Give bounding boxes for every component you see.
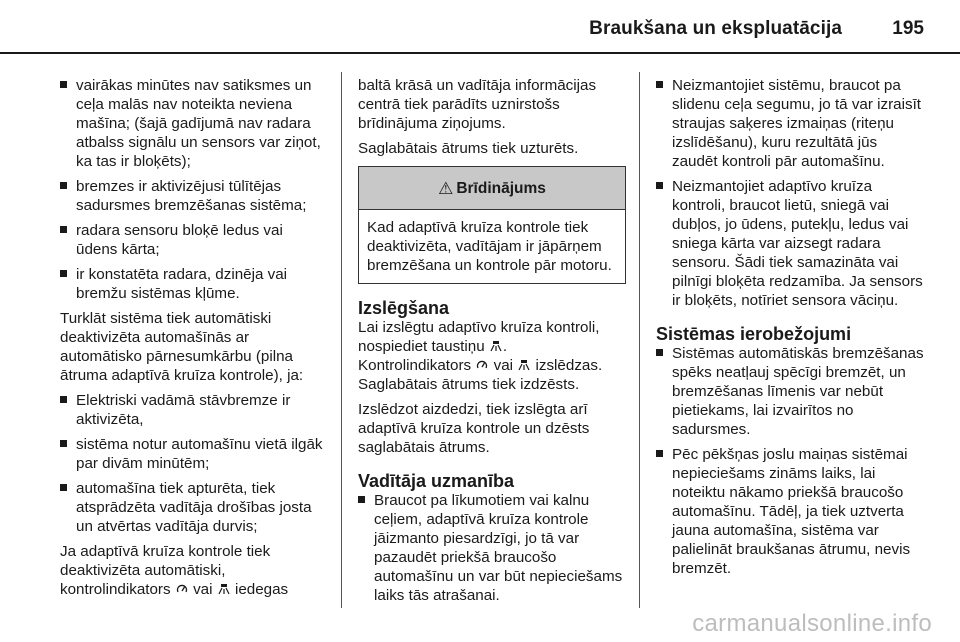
bullet-square-icon	[60, 440, 67, 447]
list-item: radara sensoru bloķē ledus vai ūdens kārta;	[60, 221, 328, 259]
paragraph: Izslēdzot aizdedzi, tiek izslēgta arī adaptīvā kruīza kontrole un dzēsts saglabātais ātrums.	[358, 401, 590, 456]
bullet-square-icon	[60, 226, 67, 233]
column-3	[656, 76, 924, 584]
cruise-cancel-button-icon	[490, 340, 502, 352]
bullet-square-icon	[60, 484, 67, 491]
section-heading: Sistēmas ierobežojumi	[656, 324, 852, 344]
list-item: vairākas minūtes nav satiksmes un ceļa malās nav noteikta neviena mašīna; (šajā gadījumā nav radara atbalss signālu un sensors var ziņot, ka tas ir bloķēts);	[60, 76, 328, 171]
section-heading: Izslēgšana	[358, 298, 450, 318]
paragraph: Saglabātais ātrums tiek uzturēts.	[358, 140, 579, 157]
cruise-control-indicator-icon	[476, 359, 488, 371]
list-item: Neizmantojiet sistēmu, braucot pa slidenu ceļa segumu, jo tā var izraisīt straujas saķeres izmaiņas (riteņu izslīdēšanu), kuru rezultātā jūs zaudēt kontroli pār automašīnu.	[656, 76, 924, 171]
paragraph: Ja adaptīvā kruīza kontrole tiek deaktivizēta automātiski, kontrolindikators vai iedegas	[60, 543, 289, 598]
bullet-square-icon	[656, 182, 663, 189]
bullet-square-icon	[60, 396, 67, 403]
adaptive-cruise-indicator-icon	[518, 359, 530, 371]
paragraph: Turklāt sistēma tiek automātiski deaktivizēta automašīnās ar automātisko pārnesumkārbu (pilna ātruma adaptīvā kruīza kontrole), ja:	[60, 310, 304, 384]
watermark: carmanualsonline.info	[692, 610, 932, 637]
bullet-square-icon	[60, 270, 67, 277]
page-header	[0, 0, 960, 52]
column-1	[60, 76, 328, 605]
page-number: 195	[892, 18, 924, 39]
list-item: Braucot pa līkumotiem vai kalnu ceļiem, adaptīvā kruīza kontrole jāizmanto piesardzīgi, jo tā var pazaudēt priekšā braucošo automašīnu un var būt nepieciešams laiks tās atrašanai.	[358, 491, 626, 605]
list-item: Sistēmas automātiskās bremzēšanas spēks neatļauj spēcīgi bremzēt, un bremzēšanas līmenis var nebūt pietiekams, lai izvairītos no sadursmes.	[656, 344, 924, 439]
bullet-square-icon	[656, 349, 663, 356]
warning-body: Kad adaptīvā kruīza kontrole tiek deaktivizēta, vadītājam ir jāpārņem bremzēšana un kontrole pār motoru.	[367, 219, 612, 274]
paragraph: Kontrolindikators vai izslēdzas. Saglabātais ātrums tiek izdzēsts.	[358, 357, 603, 393]
header-divider	[0, 52, 960, 54]
list-item: ir konstatēta radara, dzinēja vai bremžu sistēmas kļūme.	[60, 265, 328, 303]
paragraph: baltā krāsā un vadītāja informācijas centrā tiek parādīts uznirstošs brīdinājuma ziņojums.	[358, 77, 597, 132]
warning-box	[358, 166, 626, 284]
bullet-square-icon	[656, 81, 663, 88]
bullet-square-icon	[60, 182, 67, 189]
paragraph: Lai izslēgtu adaptīvo kruīza kontroli, nospiediet taustiņu .	[358, 319, 600, 355]
bullet-square-icon	[60, 81, 67, 88]
warning-triangle-icon: ⚠	[438, 178, 454, 198]
list-item: sistēma notur automašīnu vietā ilgāk par divām minūtēm;	[60, 435, 328, 473]
list-item: Pēc pēkšņas joslu maiņas sistēmai nepieciešams zināms laiks, lai noteiktu nākamo priekšā braucošo automašīnu. Tādēļ, ja tiek uztverta jauna automašīna, sistēma var palielināt braukšanas ātrumu, nevis bremzēt.	[656, 445, 924, 578]
list-item: Neizmantojiet adaptīvo kruīza kontroli, braucot lietū, sniegā vai dubļos, jo ūdens, putekļu, ledus vai sniega kārta var aizsegt radara sensoru. Šādi tiek samazināta vai pilnīgi bloķēta redzamība. Ja sensors ir bloķēts, notīriet sensora vāciņu.	[656, 177, 924, 310]
list-item: bremzes ir aktivizējusi tūlītējas sadursmes bremzēšanas sistēma;	[60, 177, 328, 215]
page-title: Braukšana un ekspluatācija	[589, 18, 842, 39]
column-divider-1	[341, 72, 342, 608]
bullet-square-icon	[358, 496, 365, 503]
cruise-control-indicator-icon	[176, 583, 188, 595]
list-item: automašīna tiek apturēta, tiek atsprādzēta vadītāja drošības josta un atvērtas vadītāja durvis;	[60, 479, 328, 536]
section-heading: Vadītāja uzmanība	[358, 471, 515, 491]
warning-header: ⚠ Brīdinājums	[359, 167, 625, 210]
column-divider-2	[639, 72, 640, 608]
bullet-square-icon	[656, 450, 663, 457]
column-2	[358, 76, 626, 611]
list-item: Elektriski vadāmā stāvbremze ir aktivizēta,	[60, 391, 328, 429]
adaptive-cruise-indicator-icon	[218, 583, 230, 595]
